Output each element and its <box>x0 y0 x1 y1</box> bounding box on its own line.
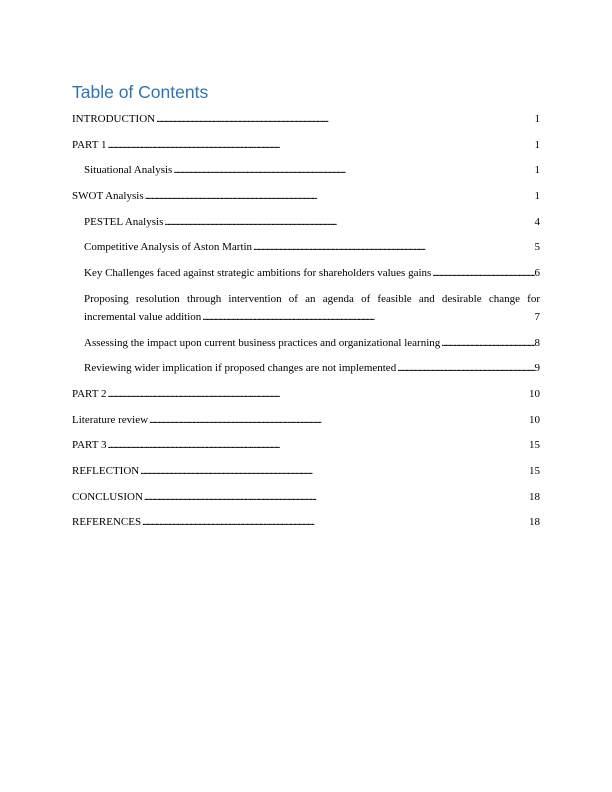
toc-page-number: 7 <box>534 310 540 323</box>
toc-page-number: 6 <box>534 267 540 280</box>
toc-entry-text: Reviewing wider implication if proposed changes are not implemented <box>84 362 397 375</box>
toc-entry-text: PART 3 <box>72 439 107 452</box>
toc-entry-text: Key Challenges faced against strategic ambitions for shareholders values gains <box>84 267 432 280</box>
toc-entry-proposing-resolution[interactable] <box>72 290 540 326</box>
toc-page-number: 10 <box>529 413 540 426</box>
toc-leader-dots <box>108 136 535 154</box>
toc-entry-text: PART 1 <box>72 138 107 151</box>
toc-entry-introduction[interactable] <box>72 110 540 128</box>
toc-leader-dots <box>142 513 529 531</box>
toc-entry-text: Literature review <box>72 413 149 426</box>
toc-page-number: 4 <box>534 215 540 228</box>
toc-entry-text-line1: Proposing resolution through intervention of an agenda of feasible and desirable change for <box>84 292 540 305</box>
toc-entry-part-1[interactable] <box>72 136 540 154</box>
toc-leader-dots <box>108 436 530 454</box>
toc-leader-dots <box>156 110 534 128</box>
toc-entry-text: Competitive Analysis of Aston Martin <box>84 241 253 254</box>
toc-entry-pestel-analysis[interactable] <box>72 213 540 231</box>
toc-leader-dots <box>202 308 534 326</box>
toc-page-number: 15 <box>529 464 540 477</box>
toc-entry-references[interactable] <box>72 513 540 531</box>
toc-page-number: 10 <box>529 387 540 400</box>
toc-entry-text: incremental value addition <box>84 310 202 323</box>
toc-page-number: 8 <box>534 336 540 349</box>
toc-entry-text: PART 2 <box>72 387 107 400</box>
toc-entry-part-3[interactable] <box>72 436 540 454</box>
toc-leader-dots <box>397 359 534 377</box>
toc-page-number: 18 <box>529 516 540 529</box>
toc-entry-part-2[interactable] <box>72 385 540 403</box>
toc-entry-assessing-impact[interactable] <box>72 334 540 352</box>
toc-entry-literature-review[interactable] <box>72 411 540 429</box>
toc-list <box>72 110 540 539</box>
toc-page-number: 18 <box>529 490 540 503</box>
toc-page-number: 1 <box>534 113 540 125</box>
toc-page-number: 1 <box>534 190 540 203</box>
toc-leader-dots <box>149 411 529 429</box>
toc-entry-text: CONCLUSION <box>72 490 143 503</box>
toc-page-number: 1 <box>534 164 540 177</box>
toc-leader-dots <box>253 238 534 256</box>
toc-entry-reviewing-wider-implication[interactable] <box>72 359 540 377</box>
toc-entry-swot-analysis[interactable] <box>72 187 540 205</box>
toc-entry-text: REFERENCES <box>72 516 142 529</box>
toc-entry-text: REFLECTION <box>72 464 140 477</box>
toc-leader-dots <box>173 161 534 179</box>
toc-entry-text: PESTEL Analysis <box>84 215 164 228</box>
toc-leader-dots <box>164 213 534 231</box>
toc-entry-text: Assessing the impact upon current business practices and organizational learning <box>84 336 441 349</box>
toc-leader-dots <box>140 462 529 480</box>
toc-leader-dots <box>108 385 530 403</box>
toc-leader-dots <box>144 488 529 506</box>
toc-entry-competitive-analysis[interactable] <box>72 238 540 256</box>
toc-title: Table of Contents <box>72 82 209 102</box>
toc-page-number: 9 <box>534 362 540 375</box>
toc-leader-dots <box>441 334 534 352</box>
toc-entry-situational-analysis[interactable] <box>72 161 540 179</box>
toc-entry-reflection[interactable] <box>72 462 540 480</box>
toc-leader-dots <box>432 264 534 282</box>
toc-entry-key-challenges[interactable] <box>72 264 540 282</box>
toc-leader-dots <box>145 187 535 205</box>
toc-page-number: 5 <box>534 241 540 254</box>
toc-page-number: 15 <box>529 439 540 452</box>
toc-entry-conclusion[interactable] <box>72 488 540 506</box>
toc-entry-text: INTRODUCTION <box>72 113 156 125</box>
toc-page-number: 1 <box>534 138 540 151</box>
toc-entry-text: Situational Analysis <box>84 164 173 177</box>
toc-entry-text: SWOT Analysis <box>72 190 144 203</box>
